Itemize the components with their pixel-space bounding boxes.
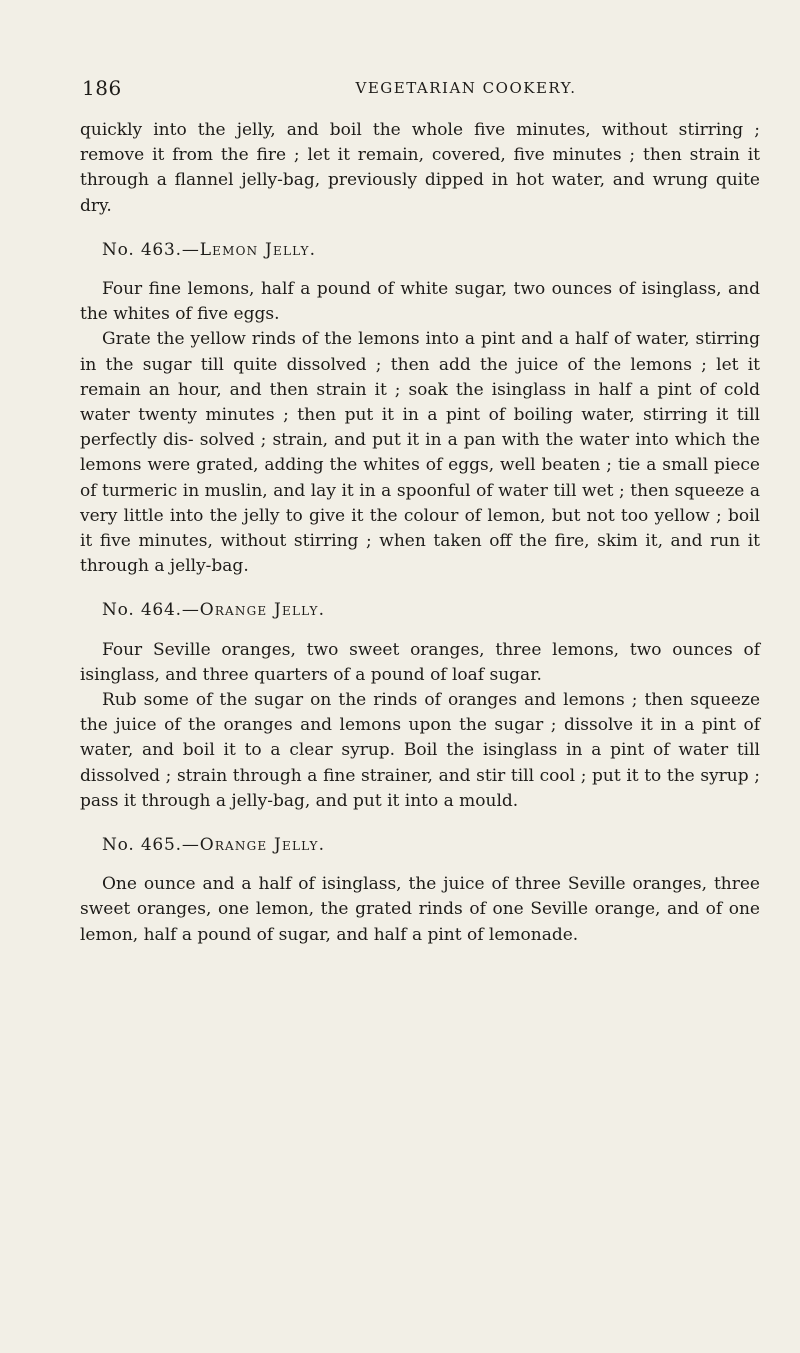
ingredients-paragraph: Four Seville oranges, two sweet oranges, three lemons, two ounces of isinglass, and three quarters of a pound of loaf sugar. (80, 639, 760, 685)
recipe-title: Lemon Jelly. (199, 239, 317, 260)
recipe-number: No. 465. (102, 835, 182, 856)
method-paragraph: Rub some of the sugar on the rinds of oranges and lemons ; then squeeze the juice of the oranges and lemons upon the sugar ; dissolve it in a pint of water, and boil it to a clear syrup. Boil the isinglass in a pint of water till dissolved ; strain through a fine strainer, and stir till cool ; put it to the syrup ; pass it through a jelly-bag, and put it into a mould. (80, 690, 760, 811)
page-body (80, 118, 760, 948)
recipe-465 (80, 833, 760, 948)
recipe-title: Orange Jelly. (199, 835, 326, 856)
recipe-heading: No. 463.—Lemon Jelly. (102, 239, 317, 260)
recipe-title: Orange Jelly. (199, 600, 326, 621)
recipe-number: No. 464. (102, 600, 182, 621)
running-title: VEGETARIAN COOKERY. (355, 79, 577, 97)
recipe-463 (80, 238, 760, 580)
continuation-paragraph: quickly into the jelly, and boil the whole five minutes, without stirring ; remove it from the fire ; let it remain, covered, five minutes ; then strain it through a flannel jelly-bag, previously dipped in hot water, and wrung quite dry. (80, 120, 760, 216)
method-paragraph: Grate the yellow rinds of the lemons into a pint and a half of water, stirring in the sugar till quite dissolved ; then add the juice of the lemons ; let it remain an hour, and then strain it ; soak the isinglass in half a pint of cold water twenty minutes ; then put it in a pint of boiling water, stirring it till perfectly dis- solved ; strain, and put it in a pan with the water into which the lemons were grated, adding the whites of eggs, well beaten ; tie a small piece of turmeric in muslin, and lay it in a spoonful of water till wet ; then squeeze a very little into the jelly to give it the colour of lemon, but not too yellow ; boil it five minutes, without stirring ; when taken off the fire, skim it, and run it through a jelly-bag. (80, 329, 760, 577)
ingredients-paragraph: Four fine lemons, half a pound of white sugar, two ounces of isinglass, and the whites of five eggs. (80, 279, 760, 325)
recipe-number: No. 463. (102, 239, 182, 260)
recipe-heading: No. 465.—Orange Jelly. (102, 835, 326, 856)
recipe-464 (80, 598, 760, 814)
recipe-heading: No. 464.—Orange Jelly. (102, 600, 326, 621)
page-number: 186 (82, 76, 122, 100)
page-header (82, 76, 760, 106)
ingredients-paragraph: One ounce and a half of isinglass, the juice of three Seville oranges, three sweet oranges, one lemon, the grated rinds of one Seville orange, and of one lemon, half a pound of sugar, and half a pint of lemonade. (80, 874, 760, 945)
